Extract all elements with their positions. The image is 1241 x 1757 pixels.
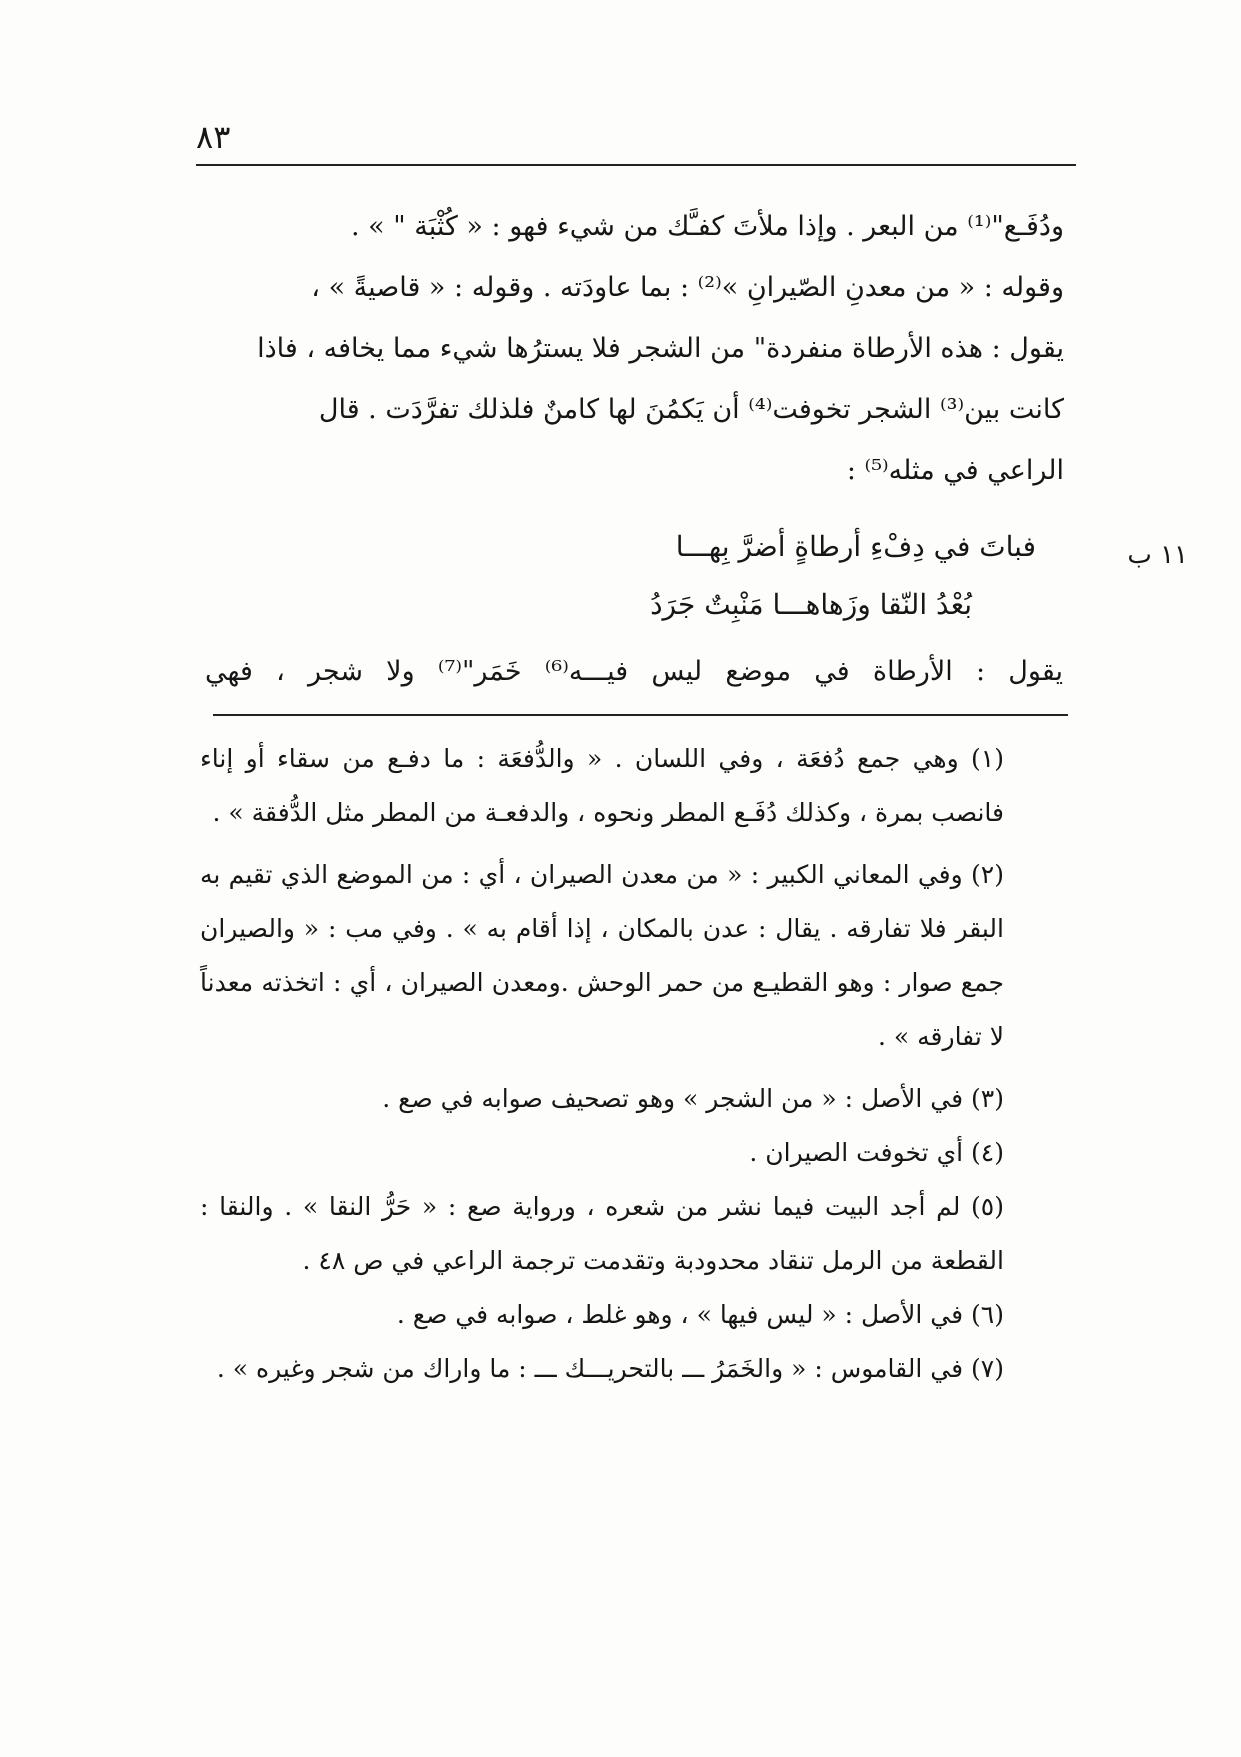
verse-hemistich-2: بُعْدُ النّقا وزَهاهـــا مَنْبِتٌ جَرَدُ [650, 588, 972, 621]
main-line: الراعي في مثله⁽⁵⁾ : [846, 455, 1064, 486]
main-line: ودُفَـع"⁽¹⁾ من البعر . وإذا ملأتَ كفـَّك من شيء فهو : « كُثْبَة " » . [350, 211, 1064, 242]
footnote-1: (١) وهي جمع دُفعَة ، وفي اللسان . « والدُّفعَة : ما دفـع من سقاء أو إناء فانصب بمرة ، وكذلك دُفَـع المطر ونحوه ، والدفعـة من المطر مثل الدُّفقة » . [200, 744, 1004, 827]
footnote-rule [213, 714, 1068, 716]
footnote-7: (٧) في القاموس : « والخَمَرُ ـــ بالتحريـــك ـــ : ما واراك من شجر وغيره » . [216, 1354, 1004, 1383]
main-line: يقول : هذه الأرطاة منفردة" من الشجر فلا يسترُها شيء مما يخافه ، فاذا [257, 333, 1064, 364]
footnote-6: (٦) في الأصل : « ليس فيها » ، وهو غلط ، صوابه في صع . [396, 1300, 1004, 1329]
main-line: كانت بين⁽³⁾ الشجر تخوفت⁽⁴⁾ أن يَكمُنَ لها كامنٌ فلذلك تفرَّدَت . قال [318, 394, 1064, 425]
footnote-5: (٥) لم أجد البيت فيما نشر من شعره ، ورواية صع : « حَرُّ النقا » . والنقا : القطعة من الرمل تنقاد محدودبة وتقدمت ترجمة الراعي في ص ٤٨ . [200, 1192, 1004, 1275]
footnotes [200, 732, 1064, 1396]
continuation-line: يقول : الأرطاة في موضع ليس فيـــه⁽⁶⁾ خَمَر"⁽⁷⁾ ولا شجر ، فهي [205, 656, 1064, 687]
verse-hemistich-1: فباتَ في دِفْءِ أرطاةٍ أضرَّ بِهـــا [675, 530, 1036, 563]
footnote-2: (٢) وفي المعاني الكبير : « من معدن الصيران ، أي : من الموضع الذي تقيم به البقر فلا تفارقه . يقال : عدن بالمكان ، إذا أقام به » . وفي مب : « والصيران جمع صوار : وهو القطيـع من حمر الوحش .ومعدن الصيران ، أي : اتخذته معدناً لا تفارقه » . [200, 860, 1004, 1051]
page-number: ٨٣ [196, 118, 231, 156]
footnote-3: (٣) في الأصل : « من الشجر » وهو تصحيف صوابه في صع . [382, 1084, 1004, 1113]
header-rule [196, 164, 1076, 166]
footnote-4: (٤) أي تخوفت الصيران . [749, 1138, 1004, 1167]
margin-folio-note: ١١ ب [1127, 540, 1188, 570]
main-text [200, 196, 1064, 501]
main-line: وقوله : « من معدنِ الصّيرانِ »⁽²⁾ : بما عاودَته . وقوله : « قاصيةً » ، [311, 272, 1064, 303]
